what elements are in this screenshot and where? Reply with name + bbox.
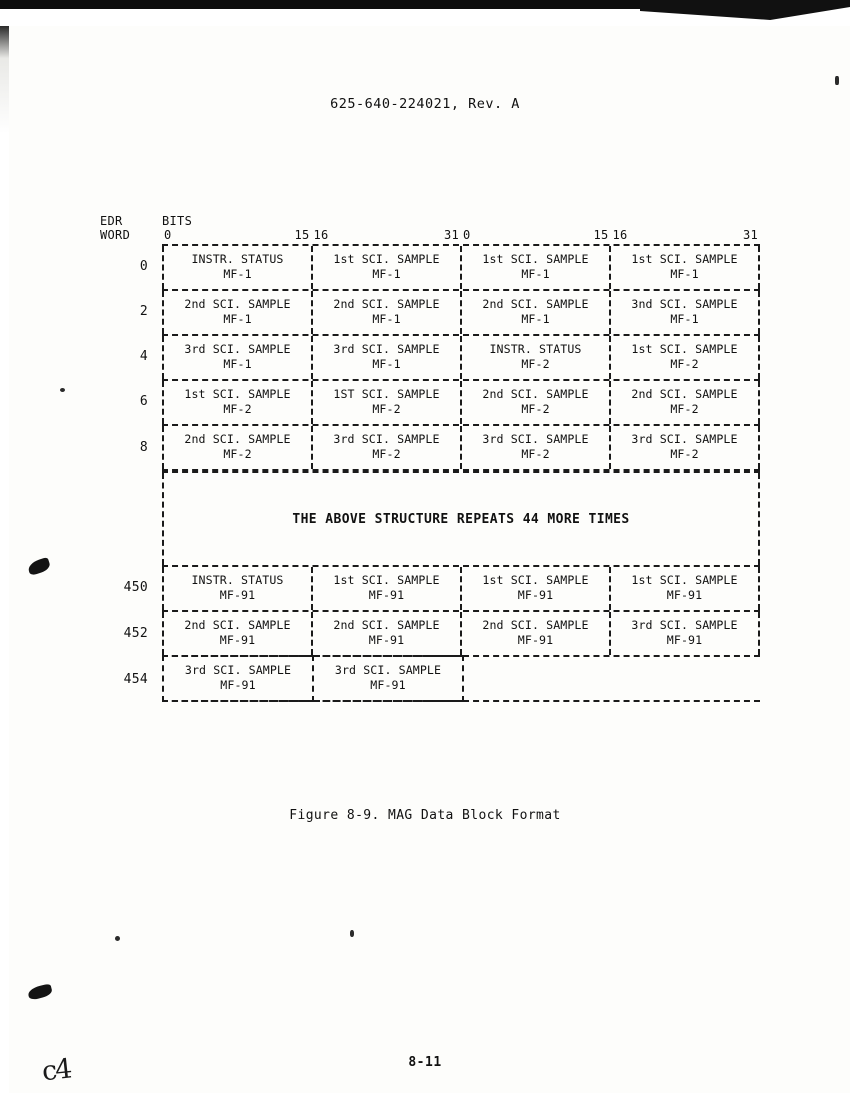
- edr-word-number: 6: [139, 394, 148, 409]
- cell-line2: MF-2: [521, 447, 550, 461]
- cell-line2: MF-91: [517, 588, 554, 602]
- table-cell: [162, 426, 313, 469]
- cell-line2: MF-1: [372, 312, 401, 326]
- scan-speck: [115, 936, 120, 941]
- table-cell: [314, 655, 464, 702]
- table-cell: [462, 381, 611, 424]
- cell-line1: 1st SCI. SAMPLE: [333, 573, 440, 587]
- table-cell: [313, 336, 462, 379]
- bit-end: 15: [294, 228, 310, 242]
- table-cell: [462, 291, 611, 334]
- cell-line1: 2nd SCI. SAMPLE: [631, 387, 738, 401]
- cell-line1: 3rd SCI. SAMPLE: [184, 342, 291, 356]
- table-cell-empty: [464, 657, 612, 700]
- page-edge-bottom: [0, 1093, 850, 1100]
- bit-end: 15: [593, 228, 609, 242]
- edr-word-number-blank: [100, 471, 162, 565]
- bit-range-header: [312, 228, 462, 242]
- cell-line2: MF-2: [223, 402, 252, 416]
- cell-line1: 2nd SCI. SAMPLE: [184, 297, 291, 311]
- table-cell: [611, 612, 760, 655]
- bit-range-headers: [162, 228, 760, 242]
- table-cell: [611, 291, 760, 334]
- bits-label: BITS: [162, 214, 193, 228]
- table-row: [100, 379, 760, 424]
- table-cell: [462, 612, 611, 655]
- cell-line2: MF-2: [521, 357, 550, 371]
- table-cell: [313, 612, 462, 655]
- cell-line1: 3rd SCI. SAMPLE: [333, 342, 440, 356]
- scan-smudge: [27, 557, 52, 576]
- cell-line1: INSTR. STATUS: [489, 342, 582, 356]
- edr-word-number: 2: [139, 304, 148, 319]
- cell-line1: 1st SCI. SAMPLE: [631, 573, 738, 587]
- table-cell: [162, 381, 313, 424]
- cell-line2: MF-1: [372, 267, 401, 281]
- bit-range-header: [611, 228, 761, 242]
- repeat-note: THE ABOVE STRUCTURE REPEATS 44 MORE TIMES: [162, 473, 760, 565]
- cell-line2: MF-1: [223, 312, 252, 326]
- cell-line1: 3rd SCI. SAMPLE: [482, 432, 589, 446]
- bit-end: 31: [443, 228, 459, 242]
- handwritten-annotation: c4: [40, 1053, 72, 1088]
- edr-word-number: 4: [139, 349, 148, 364]
- table-cell: [611, 336, 760, 379]
- table-cell-empty: [612, 657, 760, 700]
- table-cell: [162, 246, 313, 289]
- table-row: [100, 565, 760, 610]
- table-cell: [462, 426, 611, 469]
- cell-line1: 3rd SCI. SAMPLE: [631, 618, 738, 632]
- cell-line2: MF-1: [670, 267, 699, 281]
- cell-line1: 2nd SCI. SAMPLE: [333, 297, 440, 311]
- cell-line2: MF-91: [368, 588, 405, 602]
- table-cell: [462, 246, 611, 289]
- cell-line1: 2nd SCI. SAMPLE: [184, 618, 291, 632]
- edr-word-number: 8: [139, 440, 148, 455]
- row-cells: [162, 334, 760, 379]
- scan-speck: [835, 76, 839, 85]
- cell-line1: 1st SCI. SAMPLE: [631, 342, 738, 356]
- row-cells: [162, 379, 760, 424]
- cell-line1: 2nd SCI. SAMPLE: [482, 297, 589, 311]
- cell-line1: 3rd SCI. SAMPLE: [334, 663, 442, 677]
- table-cell: [611, 381, 760, 424]
- cell-line1: 3nd SCI. SAMPLE: [631, 297, 738, 311]
- table-cell: [162, 655, 314, 702]
- page-edge-top: [0, 0, 850, 26]
- table-row: [100, 289, 760, 334]
- edr-word-number: 454: [123, 672, 148, 687]
- bit-range-header: [461, 228, 611, 242]
- document-header: 625-640-224021, Rev. A: [330, 96, 520, 112]
- figure-caption: Figure 8-9. MAG Data Block Format: [289, 808, 561, 823]
- table-cell: [313, 426, 462, 469]
- data-block-grid: [100, 244, 760, 702]
- cell-line1: 2nd SCI. SAMPLE: [333, 618, 440, 632]
- table-cell: [162, 567, 313, 610]
- row-cells: [162, 289, 760, 334]
- bit-end: 31: [742, 228, 758, 242]
- cell-line2: MF-91: [666, 633, 703, 647]
- cell-line2: MF-1: [223, 267, 252, 281]
- cell-line2: MF-91: [517, 633, 554, 647]
- cell-line2: MF-2: [670, 402, 699, 416]
- scan-speck: [60, 388, 65, 392]
- scan-smudge: [27, 983, 53, 1000]
- table-cell: [462, 336, 611, 379]
- page-number: 8-11: [408, 1055, 442, 1070]
- cell-line2: MF-2: [372, 402, 401, 416]
- edr-word-number: 452: [123, 626, 148, 641]
- row-cells: [162, 244, 760, 289]
- cell-line1: 2nd SCI. SAMPLE: [184, 432, 291, 446]
- row-cells: [162, 657, 760, 702]
- table-row: [100, 657, 760, 702]
- edr-word-number: 450: [123, 580, 148, 595]
- table-cell: [611, 426, 760, 469]
- cell-line2: MF-1: [223, 357, 252, 371]
- scan-speck: [350, 930, 354, 937]
- cell-line1: 1st SCI. SAMPLE: [482, 573, 589, 587]
- cell-line2: MF-2: [670, 447, 699, 461]
- cell-line2: MF-1: [372, 357, 401, 371]
- cell-line2: MF-91: [368, 633, 405, 647]
- bit-start: 0: [164, 228, 172, 242]
- bit-start: 16: [612, 228, 628, 242]
- table-cell: [313, 381, 462, 424]
- row-cells: [162, 610, 760, 657]
- row-cells: [162, 565, 760, 610]
- cell-line1: INSTR. STATUS: [191, 252, 284, 266]
- cell-line1: 1st SCI. SAMPLE: [333, 252, 440, 266]
- bit-start: 16: [313, 228, 329, 242]
- bit-range-header: [162, 228, 312, 242]
- table-row: [100, 244, 760, 289]
- edr-word-number: 0: [139, 259, 148, 274]
- cell-line1: 1st SCI. SAMPLE: [482, 252, 589, 266]
- table-cell: [162, 291, 313, 334]
- cell-line2: MF-1: [521, 312, 550, 326]
- repeat-structure-row: [100, 471, 760, 565]
- table-cell: [611, 567, 760, 610]
- table-row: [100, 610, 760, 657]
- table-cell: [162, 612, 313, 655]
- table-row: [100, 334, 760, 379]
- page-edge-left: [0, 26, 9, 1100]
- figure-mag-data-block-format: [100, 214, 760, 702]
- table-row: [100, 424, 760, 471]
- cell-line1: 3rd SCI. SAMPLE: [631, 432, 738, 446]
- cell-line2: MF-2: [521, 402, 550, 416]
- table-cell: [313, 246, 462, 289]
- cell-line2: MF-91: [219, 588, 256, 602]
- cell-line2: MF-91: [219, 633, 256, 647]
- cell-line1: 3rd SCI. SAMPLE: [333, 432, 440, 446]
- column-header-row: [100, 214, 760, 242]
- table-cell: [313, 567, 462, 610]
- cell-line1: 1ST SCI. SAMPLE: [333, 387, 440, 401]
- table-cell: [313, 291, 462, 334]
- row-cells: [162, 424, 760, 471]
- cell-line1: 1st SCI. SAMPLE: [631, 252, 738, 266]
- cell-line1: INSTR. STATUS: [191, 573, 284, 587]
- row-label-line1: EDR: [100, 214, 123, 228]
- cell-line2: MF-2: [372, 447, 401, 461]
- cell-line2: MF-1: [670, 312, 699, 326]
- cell-line1: 2nd SCI. SAMPLE: [482, 387, 589, 401]
- row-label-line2: WORD: [100, 228, 131, 242]
- cell-line2: MF-1: [521, 267, 550, 281]
- cell-line1: 2nd SCI. SAMPLE: [482, 618, 589, 632]
- row-cells: [162, 471, 760, 565]
- cell-line1: 1st SCI. SAMPLE: [184, 387, 291, 401]
- row-label-header: [100, 214, 162, 242]
- table-cell: [462, 567, 611, 610]
- cell-line2: MF-91: [220, 678, 256, 692]
- table-cell: [611, 246, 760, 289]
- table-cell: [162, 336, 313, 379]
- bit-start: 0: [463, 228, 471, 242]
- cell-line2: MF-91: [666, 588, 703, 602]
- cell-line2: MF-2: [670, 357, 699, 371]
- cell-line1: 3rd SCI. SAMPLE: [184, 663, 292, 677]
- cell-line2: MF-2: [223, 447, 252, 461]
- cell-line2: MF-91: [370, 678, 406, 692]
